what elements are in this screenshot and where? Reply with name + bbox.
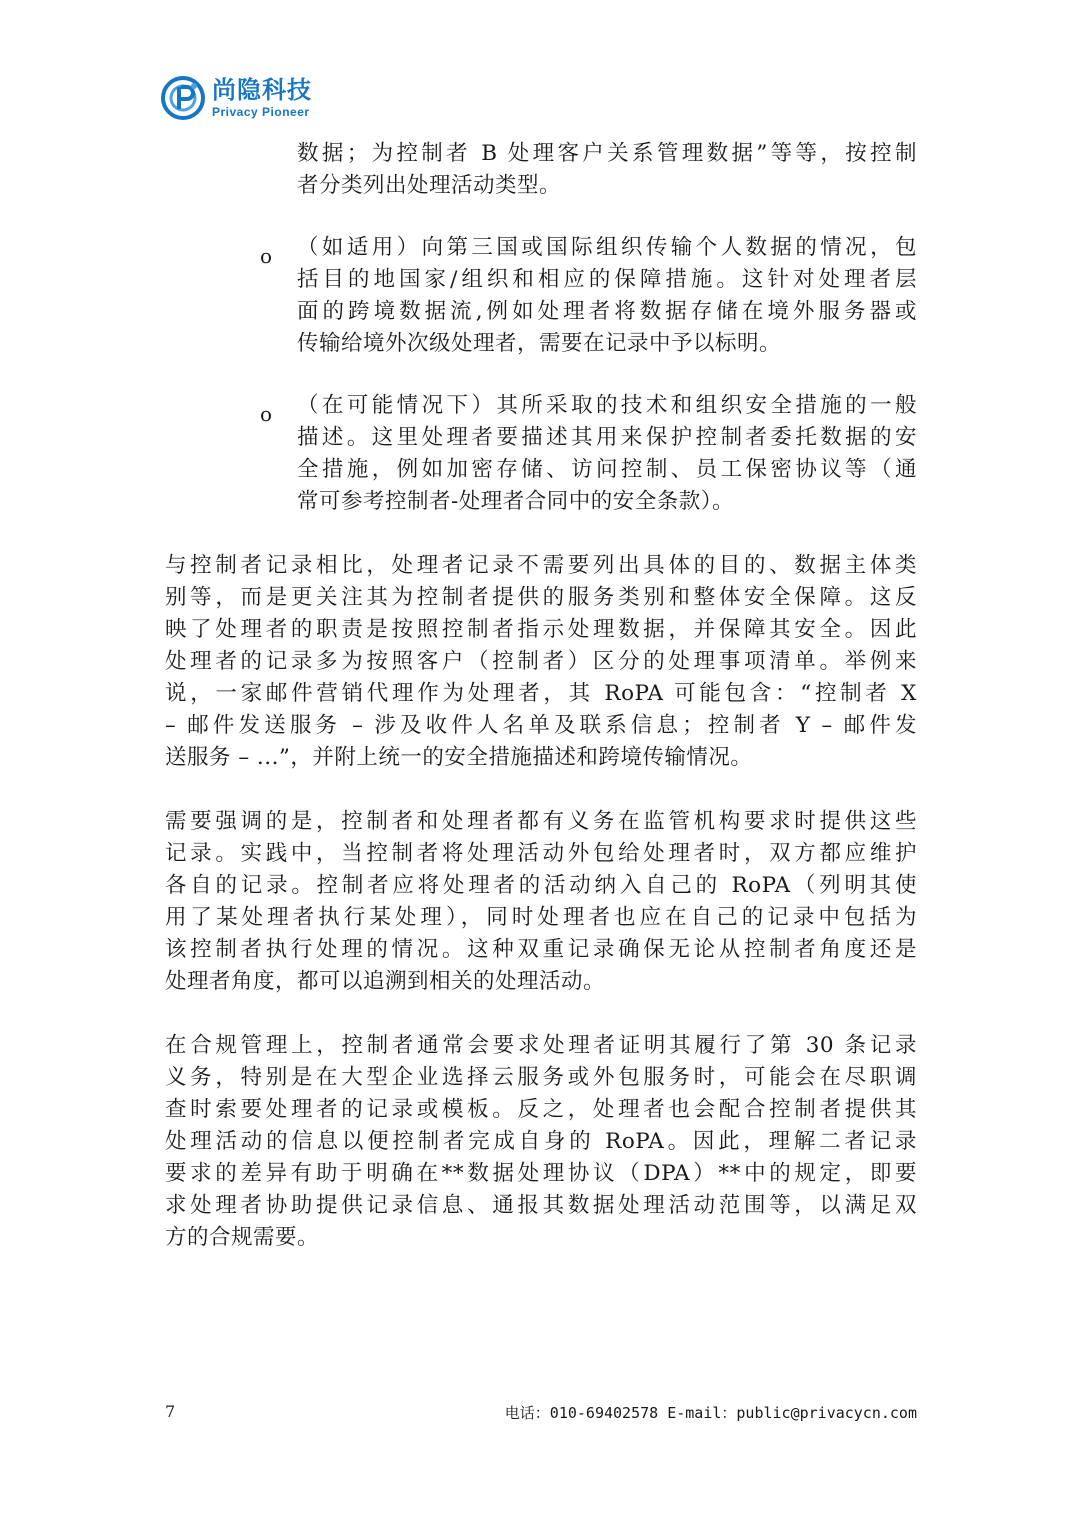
text-line: 用了某处理者执行某处理），同时处理者也应在自己的记录中包括为 [165,905,917,930]
text-line: 面的跨境数据流,例如处理者将数据存储在境外服务器或 [297,299,917,324]
bullet-marker: o [260,244,273,268]
text-line: 方的合规需要。 [165,1225,320,1250]
paragraph-compliance-management [165,1030,917,1254]
text-line: 查时索要处理者的记录或模板。反之，处理者也会配合控制者提供其 [165,1097,917,1122]
bullet-marker: o [260,402,273,426]
paragraph-processor-vs-controller [165,550,917,774]
document-body [165,138,917,1254]
company-logo [160,72,312,124]
text-line: 映了处理者的职责是按照控制者指示处理数据，并保障其安全。因此 [165,617,917,642]
text-line: 描述。这里处理者要描述其用来保护控制者委托数据的安 [297,425,917,450]
privacy-pioneer-logo-icon [160,75,206,121]
bullet-item-security-measures [260,390,917,518]
text-line: 说，一家邮件营销代理作为处理者，其 RoPA 可能包含：“控制者 X [165,681,917,706]
text-line: 处理活动的信息以便控制者完成自身的 RoPA。因此，理解二者记录 [165,1129,917,1154]
page-number: 7 [165,1402,176,1421]
text-line: （如适用）向第三国或国际组织传输个人数据的情况，包 [297,235,917,260]
text-line: （在可能情况下）其所采取的技术和组织安全措施的一般 [297,393,917,418]
continued-bullet-text [297,138,917,202]
bullet-item-cross-border-transfer [260,232,917,360]
text-line: – 邮件发送服务 – 涉及收件人名单及联系信息；控制者 Y – 邮件发 [165,713,917,738]
text-line: 传输给境外次级处理者，需要在记录中予以标明。 [297,331,782,356]
text-line: 处理者角度，都可以追溯到相关的处理活动。 [165,969,606,994]
text-line: 记录。实践中，当控制者将处理活动外包给处理者时，双方都应维护 [165,841,917,866]
logo-english-name: Privacy Pioneer [212,105,310,119]
text-line: 该控制者执行处理的情况。这种双重记录确保无论从控制者角度还是 [165,937,917,962]
text-line: 全措施，例如加密存储、访问控制、员工保密协议等（通 [297,457,917,482]
text-line: 求处理者协助提供记录信息、通报其数据处理活动范围等，以满足双 [165,1193,917,1218]
text-line: 需要强调的是，控制者和处理者都有义务在监管机构要求时提供这些 [165,809,917,834]
text-line: 与控制者记录相比，处理者记录不需要列出具体的目的、数据主体类 [165,553,917,578]
logo-chinese-name: 尚隐科技 [212,76,312,104]
paragraph-dual-records [165,806,917,998]
footer-contact-info: 电话：010-69402578 E-mail：public@privacycn.com [504,1404,917,1422]
text-line: 义务，特别是在大型企业选择云服务或外包服务时，可能会在尽职调 [165,1065,917,1090]
text-line: 括目的地国家/组织和相应的保障措施。这针对处理者层 [297,267,917,292]
text-line: 别等，而是更关注其为控制者提供的服务类别和整体安全保障。这反 [165,585,917,610]
text-line: 处理者的记录多为按照客户（控制者）区分的处理事项清单。举例来 [165,649,917,674]
text-line: 送服务 – ...”，并附上统一的安全措施描述和跨境传输情况。 [165,745,753,770]
text-line: 各自的记录。控制者应将处理者的活动纳入自己的 RoPA（列明其使 [165,873,917,898]
text-line: 者分类列出处理活动类型。 [297,173,562,198]
text-line: 数据；为控制者 B 处理客户关系管理数据”等等，按控制 [297,141,917,166]
text-line: 要求的差异有助于明确在**数据处理协议（DPA）**中的规定，即要 [165,1161,917,1186]
text-line: 在合规管理上，控制者通常会要求处理者证明其履行了第 30 条记录 [165,1033,917,1058]
text-line: 常可参考控制者-处理者合同中的安全条款）。 [297,489,735,514]
